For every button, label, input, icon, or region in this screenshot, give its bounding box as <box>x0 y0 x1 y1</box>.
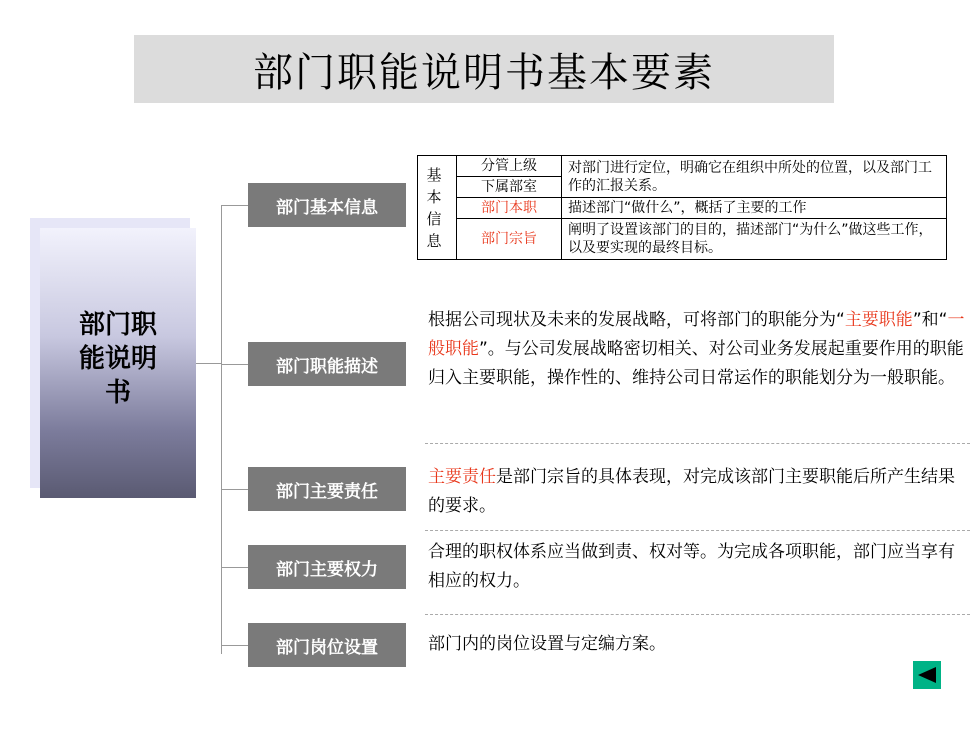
function-desc-text <box>428 306 968 393</box>
category-label: 部门职能描述 <box>276 356 378 377</box>
category-responsibility <box>248 467 406 511</box>
main-topic-label: 部门职能说明书 <box>78 310 157 408</box>
field-duty: 部门本职 <box>457 198 562 219</box>
category-post-setting <box>248 623 406 667</box>
back-button[interactable] <box>913 661 941 689</box>
connector-branch-5 <box>221 645 249 646</box>
desc-purpose: 阐明了设置该部门的目的，描述部门“为什么”做这些工作，以及要实现的最终目标。 <box>562 219 947 260</box>
responsibility-text <box>428 463 968 521</box>
text-segment: 根据公司现状及未来的发展战略，可将部门的职能分为“ <box>428 310 845 330</box>
field-supervisor: 分管上级 <box>457 156 562 177</box>
divider-3 <box>425 614 970 615</box>
page-title: 部门职能说明书基本要素 <box>253 49 715 96</box>
category-basic-info <box>248 183 406 227</box>
title-bar <box>134 35 834 103</box>
highlight-main-function: 主要职能 <box>844 310 913 330</box>
connector-branch-1 <box>221 205 249 206</box>
category-label: 部门主要权力 <box>276 559 378 580</box>
text-segment: ”和“ <box>912 310 948 330</box>
category-authority <box>248 545 406 589</box>
divider-2 <box>425 530 970 531</box>
divider-1 <box>425 443 970 444</box>
text-segment: ”。与公司发展战略密切相关、对公司业务发展起重要作用的职能归入主要职能，操作性的、维持公司日常运作的职能划分为一般职能。 <box>428 339 964 388</box>
category-label: 部门基本信息 <box>276 197 378 218</box>
desc-supervisor: 对部门进行定位，明确它在组织中所处的位置，以及部门工作的汇报关系。 <box>562 156 947 198</box>
main-topic-box <box>40 228 196 498</box>
basic-info-table <box>417 155 947 260</box>
authority-text: 合理的职权体系应当做到责、权对等。为完成各项职能，部门应当享有相应的权力。 <box>428 542 955 591</box>
text-segment: 是部门宗旨的具体表现，对完成该部门主要职能后所产生结果的要求。 <box>428 467 955 516</box>
connector-branch-4 <box>221 567 249 568</box>
category-label: 部门主要责任 <box>276 481 378 502</box>
category-function-desc <box>248 342 406 386</box>
category-label: 部门岗位设置 <box>276 637 378 658</box>
connector-root <box>196 363 222 364</box>
connector-branch-2 <box>221 364 249 365</box>
highlight-responsibility: 主要责任 <box>428 467 496 487</box>
field-purpose: 部门宗旨 <box>457 219 562 260</box>
post-setting-text: 部门内的岗位设置与定编方案。 <box>428 634 666 654</box>
field-subordinate: 下属部室 <box>457 177 562 198</box>
connector-branch-3 <box>221 489 249 490</box>
desc-duty: 描述部门“做什么”，概括了主要的工作 <box>562 198 947 219</box>
highlight-general-function: 一般职能 <box>428 310 965 359</box>
arrow-left-icon <box>917 666 937 684</box>
basic-info-group-label: 基本信息 <box>418 156 457 260</box>
connector-trunk <box>221 205 222 654</box>
